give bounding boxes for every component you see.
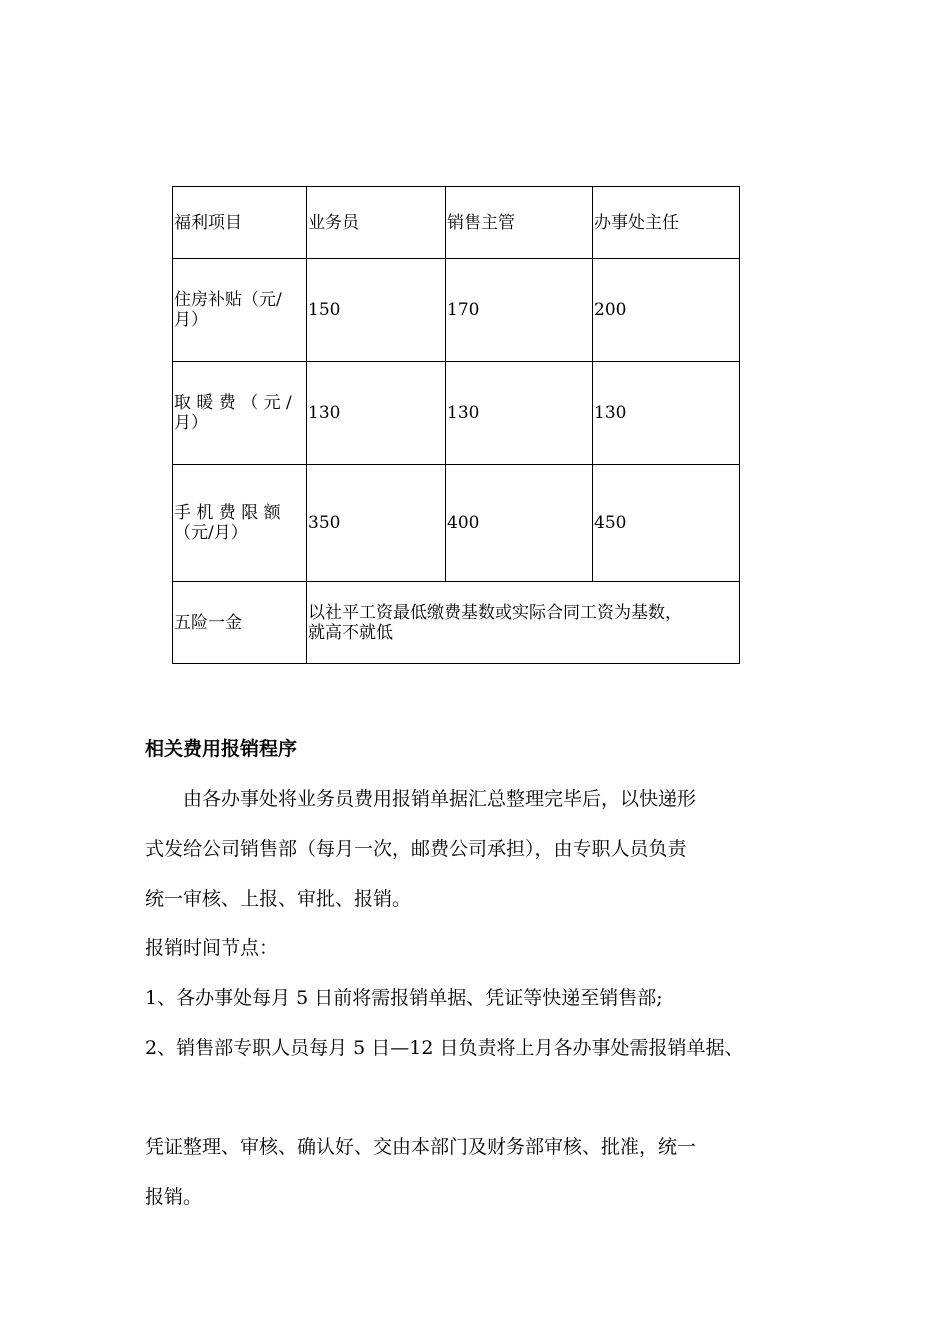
value-cell: 130 [593,362,740,465]
value-cell: 150 [307,259,446,362]
body-text-line: 统一审核、上报、审批、报销。 [145,888,412,910]
benefits-table [172,186,740,664]
table-header-row [173,187,740,259]
table-row [173,259,740,362]
row-label-cell [173,362,307,465]
value-cell: 400 [446,465,593,582]
header-cell: 销售主管 [446,187,593,259]
row-label-line: 取 暖 费 （ 元 / [174,393,292,413]
list-item: 1、各办事处每月 5 日前将需报销单据、凭证等快递至销售部; [145,987,663,1009]
value-cell: 450 [593,465,740,582]
table-row [173,465,740,582]
header-cell: 福利项目 [173,187,307,259]
insurance-label-cell: 五险一金 [173,582,307,664]
body-text-line: 凭证整理、审核、确认好、交由本部门及财务部审核、批准，统一 [145,1136,697,1158]
table-row [173,362,740,465]
body-text-line: 报销时间节点： [145,937,279,959]
row-label-line: （元/月） [174,523,248,543]
value-cell: 350 [307,465,446,582]
body-text-line: 报销。 [145,1186,203,1208]
row-label-line: 月） [174,413,208,433]
list-item: 2、销售部专职人员每月 5 日—12 日负责将上月各办事处需报销单据、 [145,1037,744,1059]
row-label-line: 手 机 费 限 额 [174,503,281,523]
body-text-line: 由各办事处将业务员费用报销单据汇总整理完毕后，以快递形 [145,788,697,810]
body-text-line: 式发给公司销售部（每月一次，邮费公司承担），由专职人员负责 [145,838,687,860]
section-title: 相关费用报销程序 [145,738,298,760]
header-cell: 业务员 [307,187,446,259]
header-cell: 办事处主任 [593,187,740,259]
value-cell: 130 [446,362,593,465]
row-label-line: 住房补贴（元/ [174,290,282,310]
insurance-text-line: 就高不就低 [308,622,393,643]
table-row-insurance [173,582,740,664]
value-cell: 200 [593,259,740,362]
row-label-cell [173,465,307,582]
insurance-text-cell [307,582,740,664]
row-label-cell [173,259,307,362]
row-label-line: 月） [174,310,208,330]
insurance-text-line: 以社平工资最低缴费基数或实际合同工资为基数， [308,602,682,623]
value-cell: 170 [446,259,593,362]
value-cell: 130 [307,362,446,465]
